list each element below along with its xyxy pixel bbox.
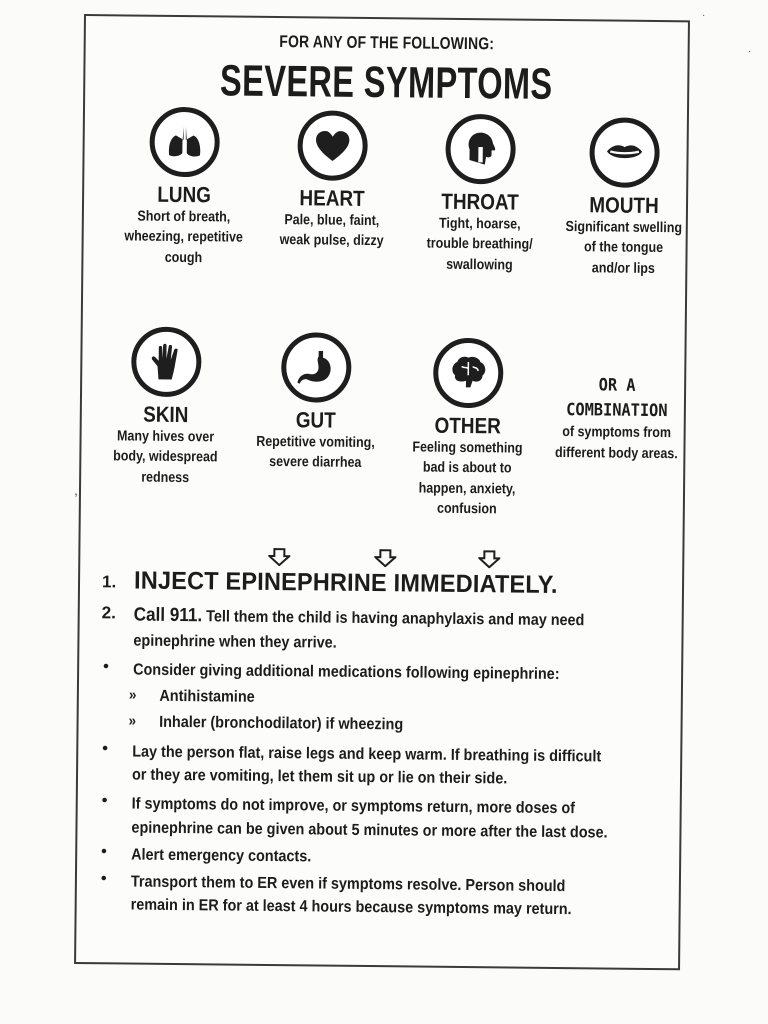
sub-item-inhaler: [92, 709, 611, 740]
symptom-skin: [95, 326, 237, 489]
bullet-text: If symptoms do not improve, or symptoms return, more doses of epinephrine can be given about 5 minutes or more after the last dose.: [131, 796, 608, 842]
symptom-desc: Short of breath, wheezing, repetitive cough: [124, 208, 243, 267]
symptom-desc: Many hives over body, widespread redness: [113, 428, 218, 486]
combination-line2: COMBINATION: [566, 399, 668, 421]
step-1-text: INJECT EPINEPHRINE IMMEDIATELY.: [133, 566, 558, 599]
combination-line1: OR A: [598, 375, 636, 396]
hand-icon: [131, 327, 202, 398]
scan-speck: ·: [748, 46, 752, 57]
down-arrow-icon: [374, 549, 396, 567]
sub-bullet-mark: »: [128, 686, 137, 704]
step-2-text: [133, 602, 616, 658]
brain-icon: [433, 338, 504, 409]
symptom-desc: Significant swelling of the tongue and/or lips: [565, 219, 683, 277]
symptom-name: THROAT: [441, 188, 519, 215]
bullet-alert: [91, 843, 667, 872]
bullet-mark: •: [101, 843, 107, 861]
symptom-other: [397, 337, 539, 520]
mouth-icon: [589, 117, 660, 188]
kicker-text: FOR ANY OF THE FOLLOWING:: [279, 32, 495, 54]
symptom-desc: Repetitive vomiting, severe diarrhea: [256, 434, 375, 472]
step-2-lead: Call 911.: [133, 604, 203, 627]
bullet-text: Lay the person flat, raise legs and keep warm. If breathing is difficult or they are vomiting, let them sit up or lie on their side.: [131, 743, 602, 788]
scan-speck: ,: [74, 482, 78, 498]
symptom-heart: [262, 110, 403, 252]
scan-speck: ·: [702, 10, 706, 21]
bullet-more-doses: [91, 793, 667, 845]
action-steps: [91, 566, 671, 922]
bullet-text: Alert emergency contacts.: [131, 846, 312, 866]
down-arrow-icon: [268, 548, 290, 566]
sub-item-text: Inhaler (bronchodilator) if wheezing: [159, 713, 404, 733]
step-number: 1.: [101, 572, 117, 592]
bullet-mark: •: [102, 740, 109, 758]
symptom-name: SKIN: [143, 401, 189, 428]
bullet-consider: [93, 658, 669, 687]
symptom-desc: Tight, hoarse, trouble breathing/ swallowing: [426, 215, 533, 274]
symptom-desc: Feeling something bad is about to happen, anxiety, confusion: [412, 439, 523, 518]
down-arrow-icon: [478, 550, 500, 568]
bullet-text: Transport them to ER even if symptoms resolve. Person should remain in ER for at least 4 hours because symptoms may return.: [130, 873, 572, 919]
throat-icon: [445, 114, 516, 185]
lungs-icon: [149, 107, 220, 178]
symptom-mouth: [553, 117, 695, 280]
step-1: [94, 566, 670, 601]
step-number: 2.: [101, 603, 117, 623]
symptom-gut: [245, 332, 386, 474]
sub-item-text: Antihistamine: [159, 687, 255, 706]
bullet-transport: [91, 870, 667, 922]
bullet-lay-flat: [92, 740, 668, 792]
symptom-name: OTHER: [434, 412, 501, 439]
step-2-body: Tell them the child is having anaphylaxis and may need epinephrine when they arrive.: [133, 608, 585, 652]
sub-bullet-mark: »: [128, 712, 137, 730]
instruction-sheet: [74, 14, 690, 970]
symptom-lung: [113, 106, 255, 269]
heart-icon: [297, 110, 368, 181]
bullet-mark: •: [103, 657, 109, 676]
stomach-icon: [281, 332, 352, 403]
combination-note: [541, 373, 692, 464]
combination-desc: of symptoms from different body areas.: [555, 424, 678, 462]
symptom-name: HEART: [299, 185, 365, 211]
step-2: [93, 601, 669, 658]
symptom-name: GUT: [295, 407, 336, 433]
symptom-desc: Pale, blue, faint, weak pulse, dizzy: [279, 212, 384, 250]
bullet-mark: •: [100, 870, 107, 888]
symptom-name: LUNG: [157, 181, 212, 208]
page-title: SEVERE SYMPTOMS: [219, 56, 553, 109]
bullet-text: Consider giving additional medications following epinephrine:: [133, 661, 560, 683]
symptom-throat: [409, 113, 551, 276]
symptom-name: MOUTH: [589, 192, 659, 219]
bullet-mark: •: [101, 792, 108, 810]
